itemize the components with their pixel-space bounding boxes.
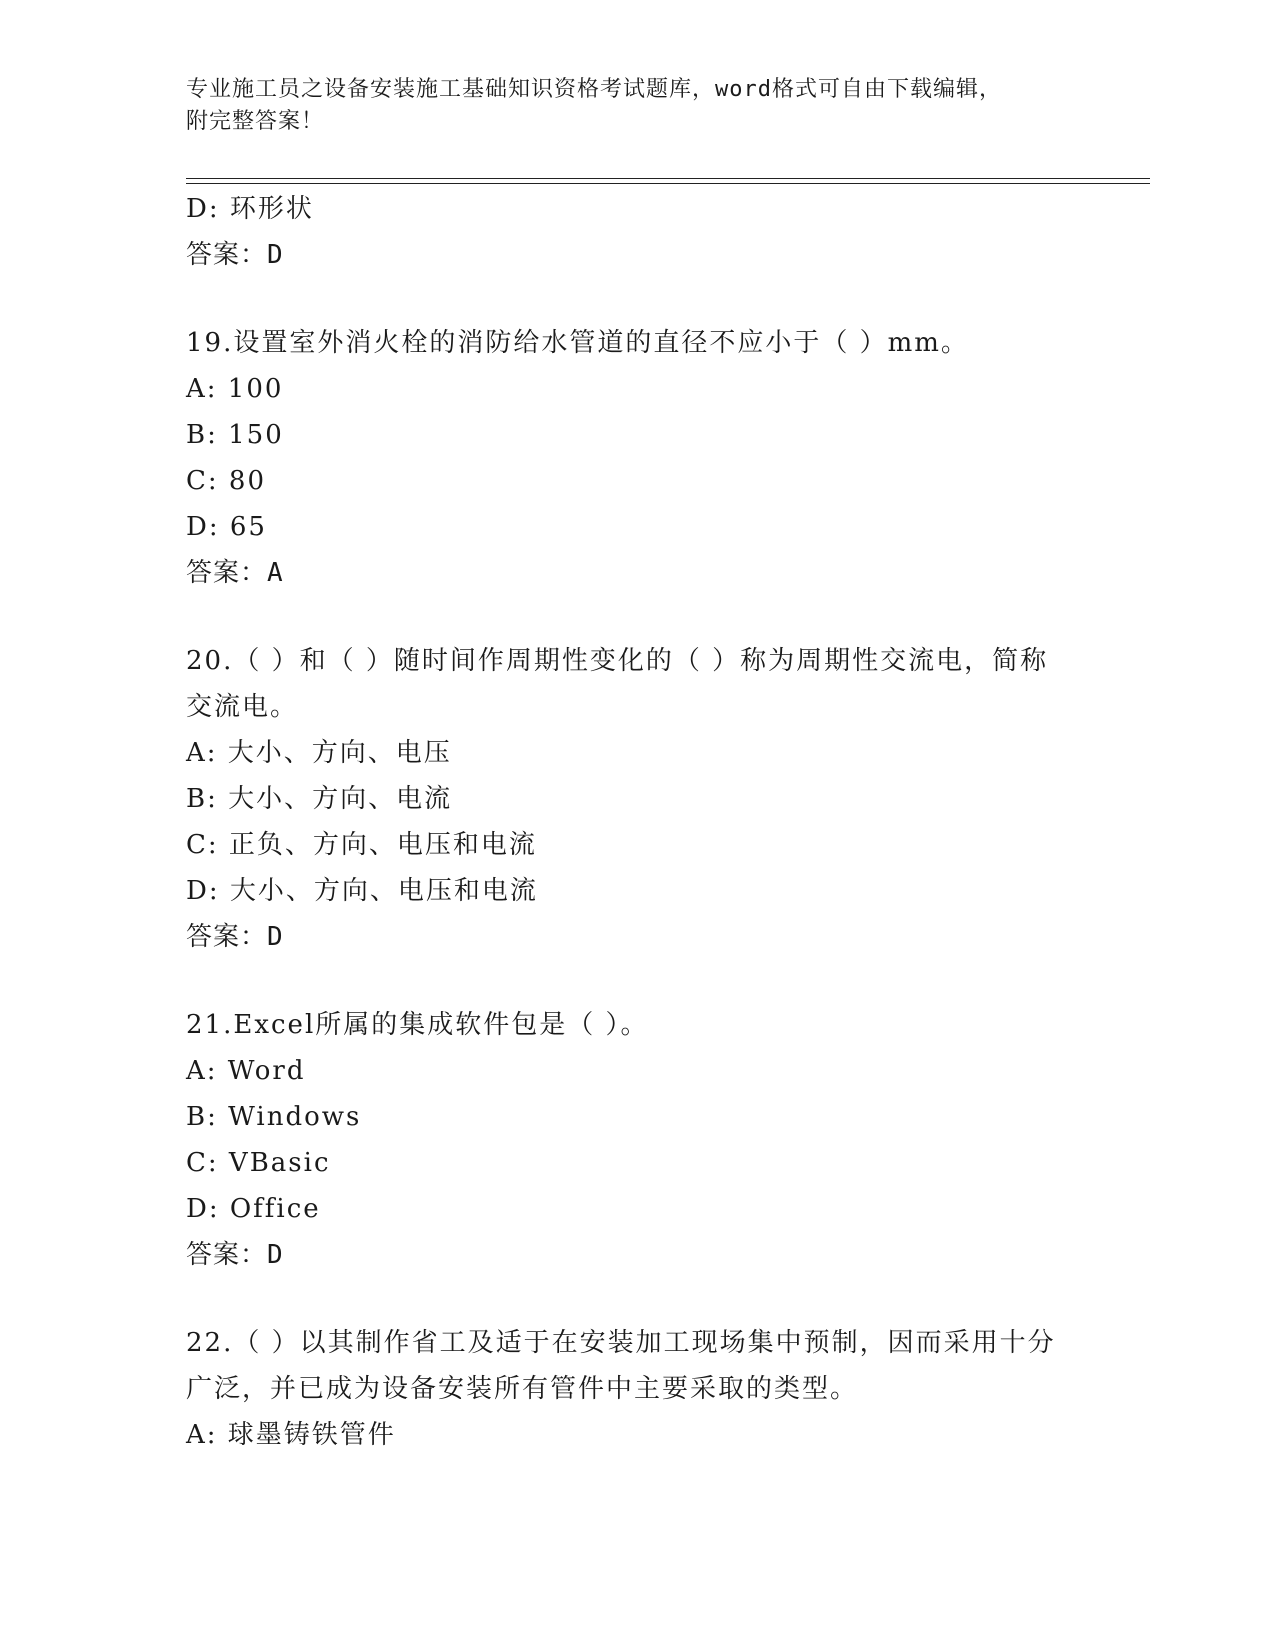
question-20 [186, 638, 1086, 960]
question-stem: 20.（ ）和（ ）随时间作周期性变化的（ ）称为周期性交流电，简称交流电。 [186, 646, 1049, 722]
option-c: C: 80 [186, 466, 267, 496]
question-21 [186, 1002, 1086, 1278]
option-d: D: 大小、方向、电压和电流 [186, 876, 538, 906]
option-d: D: 环形状 [186, 194, 314, 224]
header-line-2: 附完整答案！ [186, 109, 325, 134]
question-18-tail [186, 186, 1086, 278]
option-c: C: VBasic [186, 1148, 331, 1178]
option-b: B: Windows [186, 1102, 362, 1132]
option-b: B: 150 [186, 420, 284, 450]
question-stem: 21.Excel所属的集成软件包是（ ）。 [186, 1010, 649, 1040]
header-divider-top [186, 178, 1150, 179]
header-divider-bottom [186, 183, 1150, 184]
question-stem: 22.（ ）以其制作省工及适于在安装加工现场集中预制，因而采用十分广泛，并已成为设备安装所有管件中主要采取的类型。 [186, 1328, 1056, 1404]
option-a: A: Word [186, 1056, 306, 1086]
option-b: B: 大小、方向、电流 [186, 784, 453, 814]
question-22 [186, 1320, 1086, 1458]
option-a: A: 大小、方向、电压 [186, 738, 452, 768]
answer-line: 答案：D [186, 922, 284, 952]
question-list [186, 186, 1086, 1458]
option-d: D: 65 [186, 512, 267, 542]
option-d: D: Office [186, 1194, 321, 1224]
option-a: A: 球墨铸铁管件 [186, 1420, 396, 1450]
option-a: A: 100 [186, 374, 284, 404]
question-19 [186, 320, 1086, 596]
answer-line: 答案：A [186, 558, 284, 588]
page-header [186, 74, 1086, 138]
question-stem: 19.设置室外消火栓的消防给水管道的直径不应小于（ ）mm。 [186, 328, 969, 358]
header-line-1: 专业施工员之设备安装施工基础知识资格考试题库，word格式可自由下载编辑， [186, 77, 1002, 102]
answer-line: 答案：D [186, 1240, 284, 1270]
answer-line: 答案：D [186, 240, 284, 270]
option-c: C: 正负、方向、电压和电流 [186, 830, 537, 860]
